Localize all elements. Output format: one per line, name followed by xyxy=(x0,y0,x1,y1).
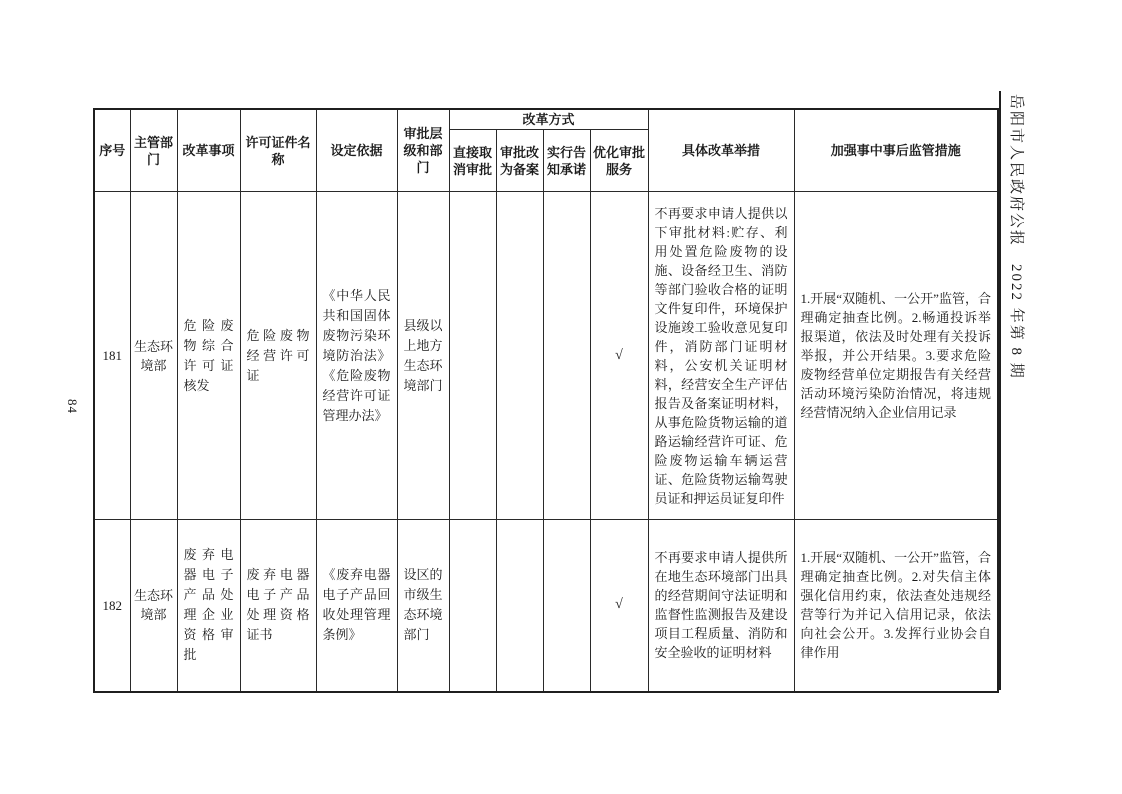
cell-mode-notify xyxy=(543,192,590,520)
gazette-spine-title: 岳阳市人民政府公报 2022 年第 8 期 xyxy=(1008,94,1024,380)
header-approval-level: 审批层级和部门 xyxy=(397,109,449,192)
cell-reform-item: 危险废物综合许可证核发 xyxy=(177,192,240,520)
cell-supervision: 1.开展“双随机、一公开”监管，合理确定抽查比例。2.畅通投诉举报渠道，依法及时处理有关投诉举报，并公开结果。3.要求危险废物经营单位定期报告有关经营活动环境污染防治情况，将违规经营情况纳入企业信用记录 xyxy=(794,192,998,520)
header-seq: 序号 xyxy=(94,109,130,192)
header-mode-to-filing: 审批改为备案 xyxy=(496,130,543,192)
header-measures: 具体改革举措 xyxy=(648,109,794,192)
header-dept: 主管部门 xyxy=(130,109,177,192)
header-reform-mode: 改革方式 xyxy=(449,109,648,130)
cell-mode-cancel xyxy=(449,520,496,692)
spine-divider-line xyxy=(999,91,1001,690)
header-row-top xyxy=(94,109,998,130)
cell-approval-level: 设区的市级生态环境部门 xyxy=(397,520,449,692)
header-mode-notify: 实行告知承诺 xyxy=(543,130,590,192)
header-mode-optimize: 优化审批服务 xyxy=(590,130,648,192)
cell-legal-basis: 《中华人民共和国固体废物污染环境防治法》《危险废物经营许可证管理办法》 xyxy=(316,192,397,520)
cell-supervision: 1.开展“双随机、一公开”监管，合理确定抽查比例。2.对失信主体强化信用约束，依法查处违规经营等行为并记入信用记录，依法向社会公开。3.发挥行业协会自律作用 xyxy=(794,520,998,692)
header-legal-basis: 设定依据 xyxy=(316,109,397,192)
header-mode-cancel: 直接取消审批 xyxy=(449,130,496,192)
cell-mode-notify xyxy=(543,520,590,692)
cell-measures: 不再要求申请人提供以下审批材料:贮存、利用处置危险废物的设施、设备经卫生、消防等部门验收合格的证明文件复印件，环境保护设施竣工验收意见复印件，消防部门证明材料，公安机关证明材料，经营安全生产评估报告及备案证明材料，从事危险货物运输的道路运输经营许可证、危险废物运输车辆运营证、危险货物运输驾驶员证和押运员证复印件 xyxy=(648,192,794,520)
table-row-181 xyxy=(94,192,998,520)
cell-mode-cancel xyxy=(449,192,496,520)
cell-mode-optimize-checkmark: √ xyxy=(590,520,648,692)
cell-measures: 不再要求申请人提供所在地生态环境部门出具的经营期间守法证明和监督性监测报告及建设项目工程质量、消防和安全验收的证明材料 xyxy=(648,520,794,692)
header-reform-item: 改革事项 xyxy=(177,109,240,192)
reform-items-table xyxy=(93,108,999,693)
cell-legal-basis: 《废弃电器电子产品回收处理管理条例》 xyxy=(316,520,397,692)
cell-seq: 181 xyxy=(94,192,130,520)
page-number: 84 xyxy=(65,399,80,414)
cell-license-name: 危险废物经营许可证 xyxy=(240,192,316,520)
cell-seq: 182 xyxy=(94,520,130,692)
cell-mode-optimize-checkmark: √ xyxy=(590,192,648,520)
cell-mode-to-filing xyxy=(496,520,543,692)
cell-dept: 生态环境部 xyxy=(130,192,177,520)
cell-approval-level: 县级以上地方生态环境部门 xyxy=(397,192,449,520)
header-supervision: 加强事中事后监管措施 xyxy=(794,109,998,192)
cell-dept: 生态环境部 xyxy=(130,520,177,692)
table-row-182 xyxy=(94,520,998,692)
cell-reform-item: 废弃电器电子产品处理企业资格审批 xyxy=(177,520,240,692)
cell-license-name: 废弃电器电子产品处理资格证书 xyxy=(240,520,316,692)
cell-mode-to-filing xyxy=(496,192,543,520)
header-license-name: 许可证件名称 xyxy=(240,109,316,192)
